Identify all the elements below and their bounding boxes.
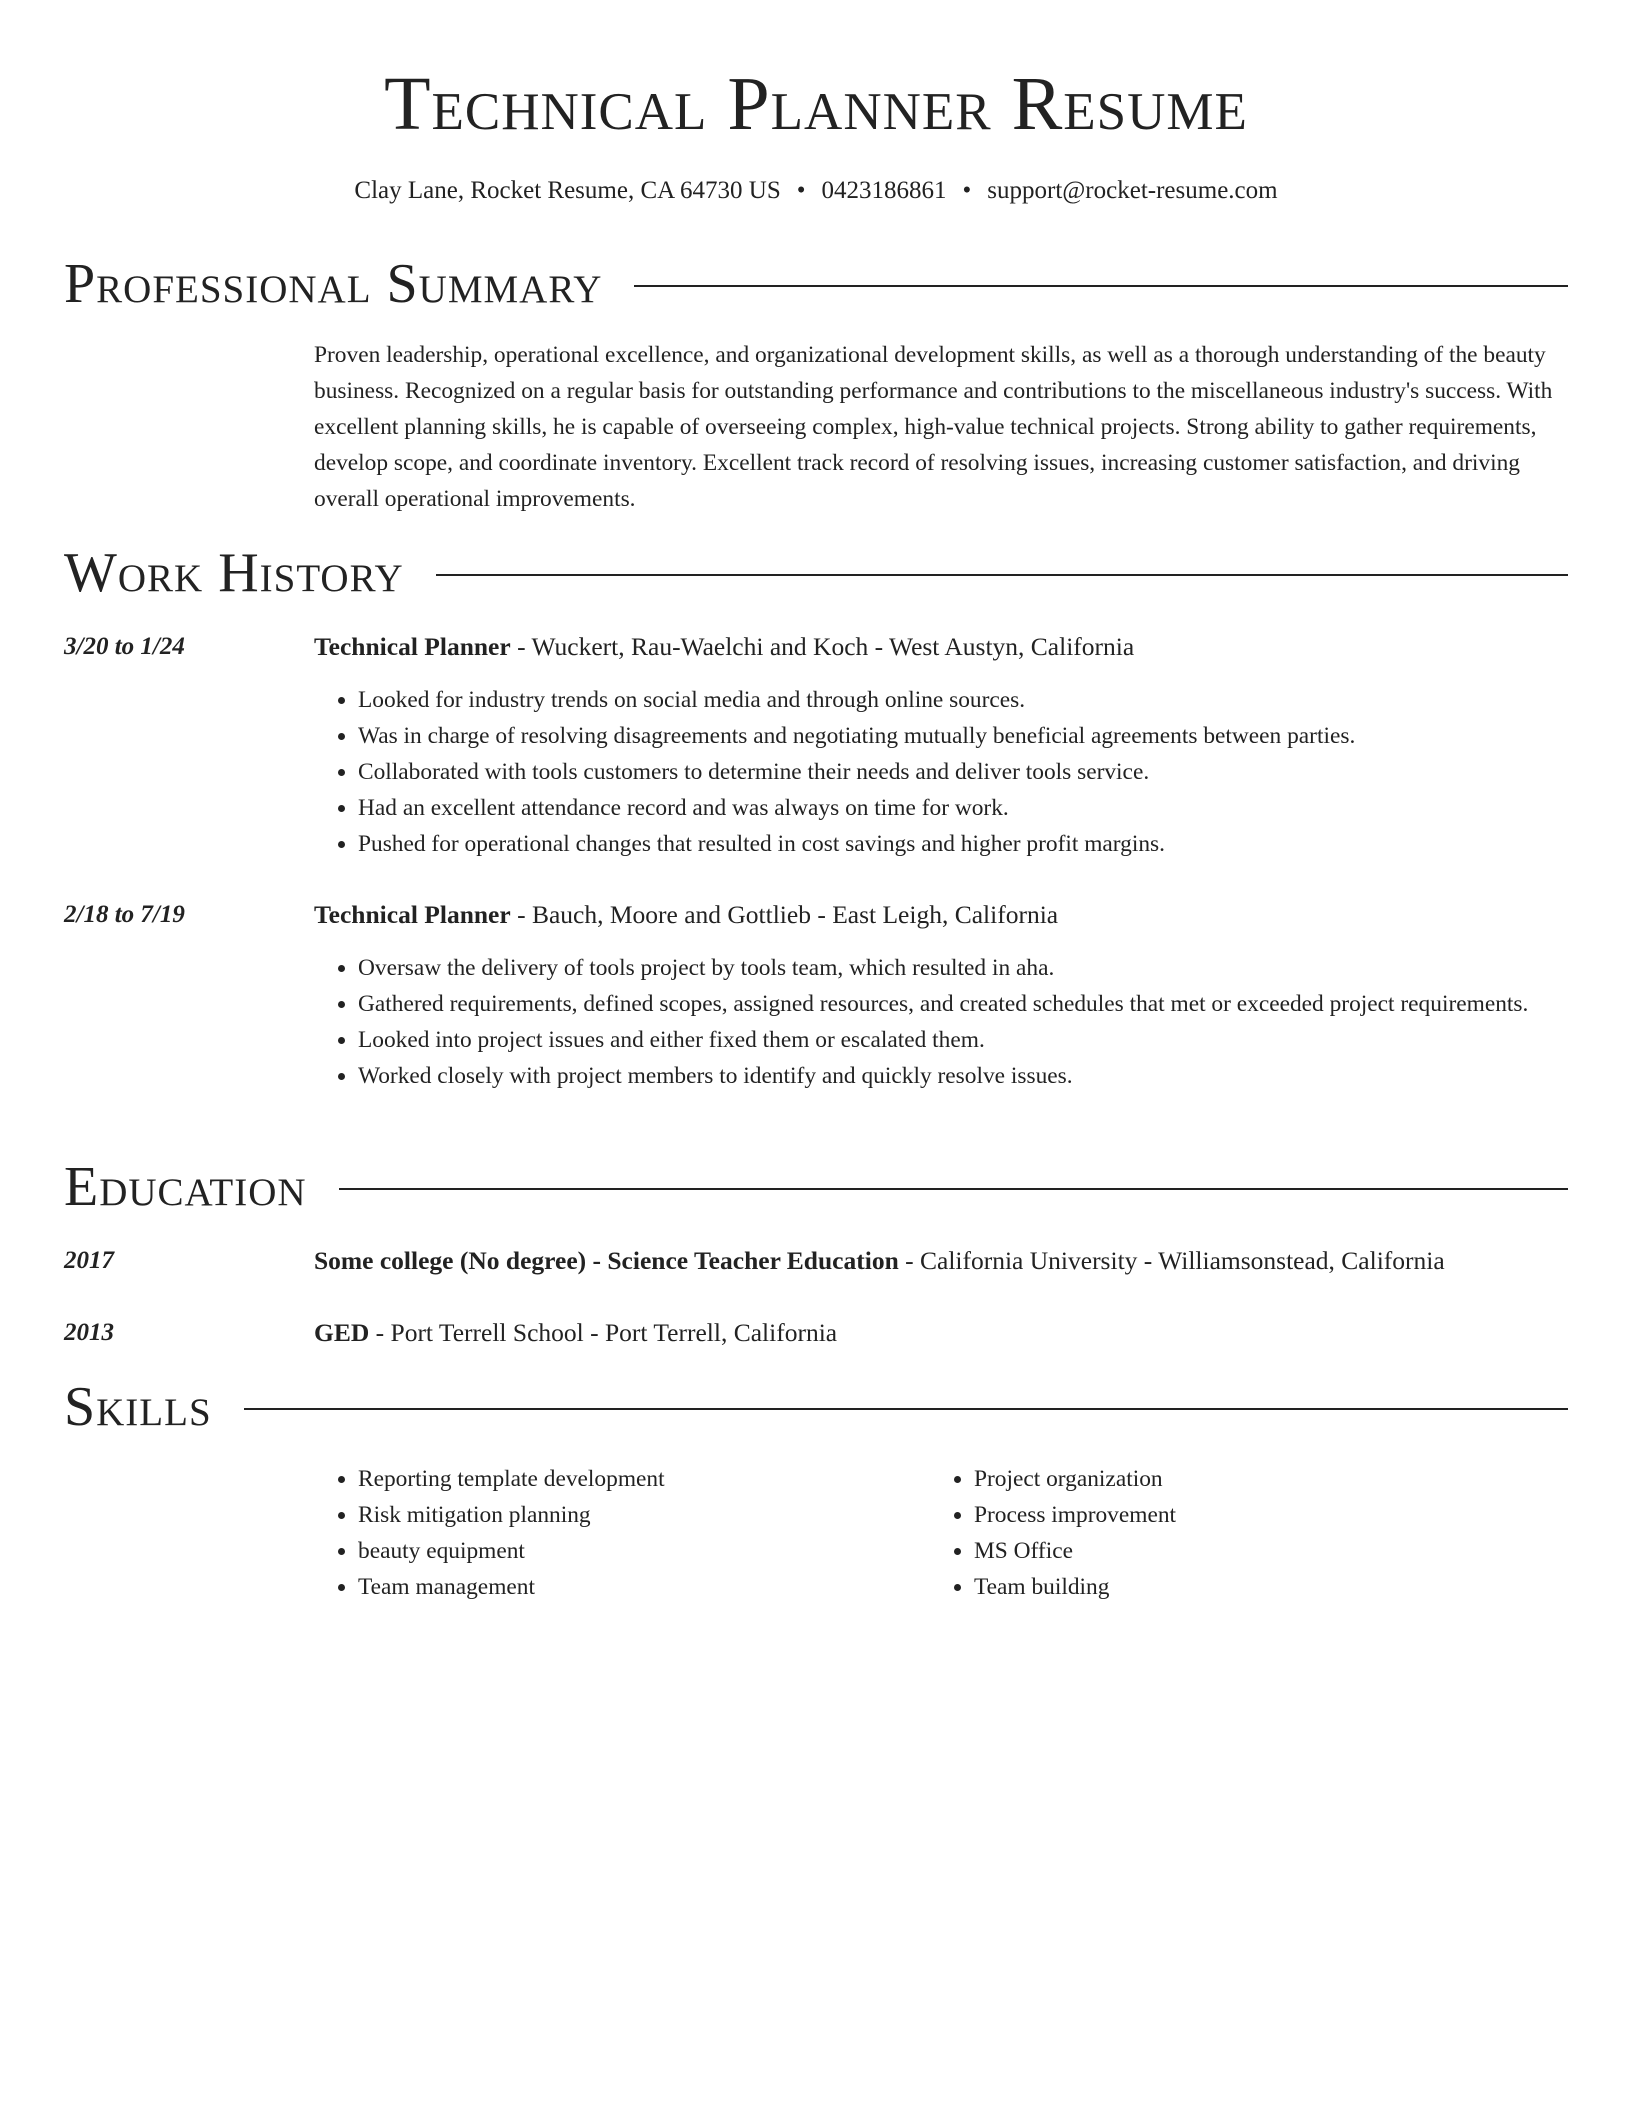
section-title-education: Education — [64, 1156, 307, 1218]
job-bullet: • Collaborated with tools customers to determine their needs and deliver tools service. — [358, 754, 1568, 790]
section-header-skills — [64, 1375, 1568, 1439]
job-heading — [314, 898, 1568, 932]
skill-item: • Risk mitigation planning — [358, 1497, 918, 1533]
skill-item: • Project organization — [974, 1461, 1534, 1497]
section-title-work: Work History — [64, 542, 404, 604]
education-heading — [314, 1316, 1568, 1350]
job-bullet: • Worked closely with project members to identify and quickly resolve issues. — [358, 1058, 1568, 1094]
section-divider — [436, 574, 1568, 576]
job-dates: 2/18 to 7/19 — [64, 901, 185, 928]
section-header-summary — [64, 252, 1568, 316]
contact-email: support@rocket-resume.com — [987, 177, 1278, 204]
skill-item: • Reporting template development — [358, 1461, 918, 1497]
contact-separator: • — [962, 177, 972, 204]
job-bullet: • Looked for industry trends on social media and through online sources. — [358, 682, 1568, 718]
job-dates: 3/20 to 1/24 — [64, 633, 185, 660]
education-heading — [314, 1244, 1568, 1278]
education-degree: Some college (No degree) - Science Teacher Education — [314, 1246, 899, 1275]
job-bullet: • Was in charge of resolving disagreements and negotiating mutually beneficial agreements between parties. — [358, 718, 1568, 754]
job-details: - Bauch, Moore and Gottlieb - East Leigh, California — [510, 900, 1059, 929]
skill-item: • beauty equipment — [358, 1533, 918, 1569]
job-bullet: • Looked into project issues and either fixed them or escalated them. — [358, 1022, 1568, 1058]
section-divider — [634, 285, 1568, 287]
job-title: Technical Planner — [314, 632, 511, 661]
job-bullet: • Pushed for operational changes that resulted in cost savings and higher profit margins. — [358, 826, 1568, 862]
job-title: Technical Planner — [314, 900, 511, 929]
section-divider — [339, 1188, 1568, 1190]
section-divider — [244, 1408, 1568, 1410]
contact-separator: • — [796, 177, 806, 204]
education-year: 2013 — [64, 1319, 114, 1346]
section-header-education — [64, 1155, 1568, 1219]
education-degree: GED — [314, 1318, 370, 1347]
skill-item: • Team building — [974, 1569, 1534, 1605]
contact-line — [0, 174, 1632, 208]
job-bullet: • Gathered requirements, defined scopes, assigned resources, and created schedules that met or exceeded project requirements. — [358, 986, 1568, 1022]
job-bullet: • Had an excellent attendance record and was always on time for work. — [358, 790, 1568, 826]
summary-text: Proven leadership, operational excellence, and organizational development skills, as well as a thorough understanding of the beauty business. Recognized on a regular basis for outstanding performance and contributions to the miscellaneous industry's success. With excellent planning skills, he is capable of overseeing complex, high-value technical projects. Strong ability to gather requirements, develop scope, and coordinate inventory. Excellent track record of resolving issues, increasing customer satisfaction, and driving overall operational improvements. — [314, 342, 1553, 512]
section-header-work — [64, 541, 1568, 605]
contact-phone: 0423186861 — [821, 177, 947, 204]
education-details: - California University - Williamsonstead, California — [898, 1246, 1445, 1275]
job-bullets — [314, 950, 1568, 1094]
section-title-skills: Skills — [64, 1376, 212, 1438]
section-title-summary: Professional Summary — [64, 253, 603, 315]
education-year: 2017 — [64, 1247, 114, 1274]
job-bullets — [314, 682, 1568, 862]
skills-list-right — [930, 1461, 1534, 1605]
job-bullet: • Oversaw the delivery of tools project by tools team, which resulted in aha. — [358, 950, 1568, 986]
skill-item: • Process improvement — [974, 1497, 1534, 1533]
job-heading — [314, 630, 1568, 664]
job-details: - Wuckert, Rau-Waelchi and Koch - West Austyn, California — [510, 632, 1135, 661]
resume-title: Technical Planner Resume — [384, 62, 1248, 146]
skill-item: • MS Office — [974, 1533, 1534, 1569]
skill-item: • Team management — [358, 1569, 918, 1605]
contact-address: Clay Lane, Rocket Resume, CA 64730 US — [354, 177, 781, 204]
education-details: - Port Terrell School - Port Terrell, California — [369, 1318, 838, 1347]
skills-list-left — [314, 1461, 918, 1605]
